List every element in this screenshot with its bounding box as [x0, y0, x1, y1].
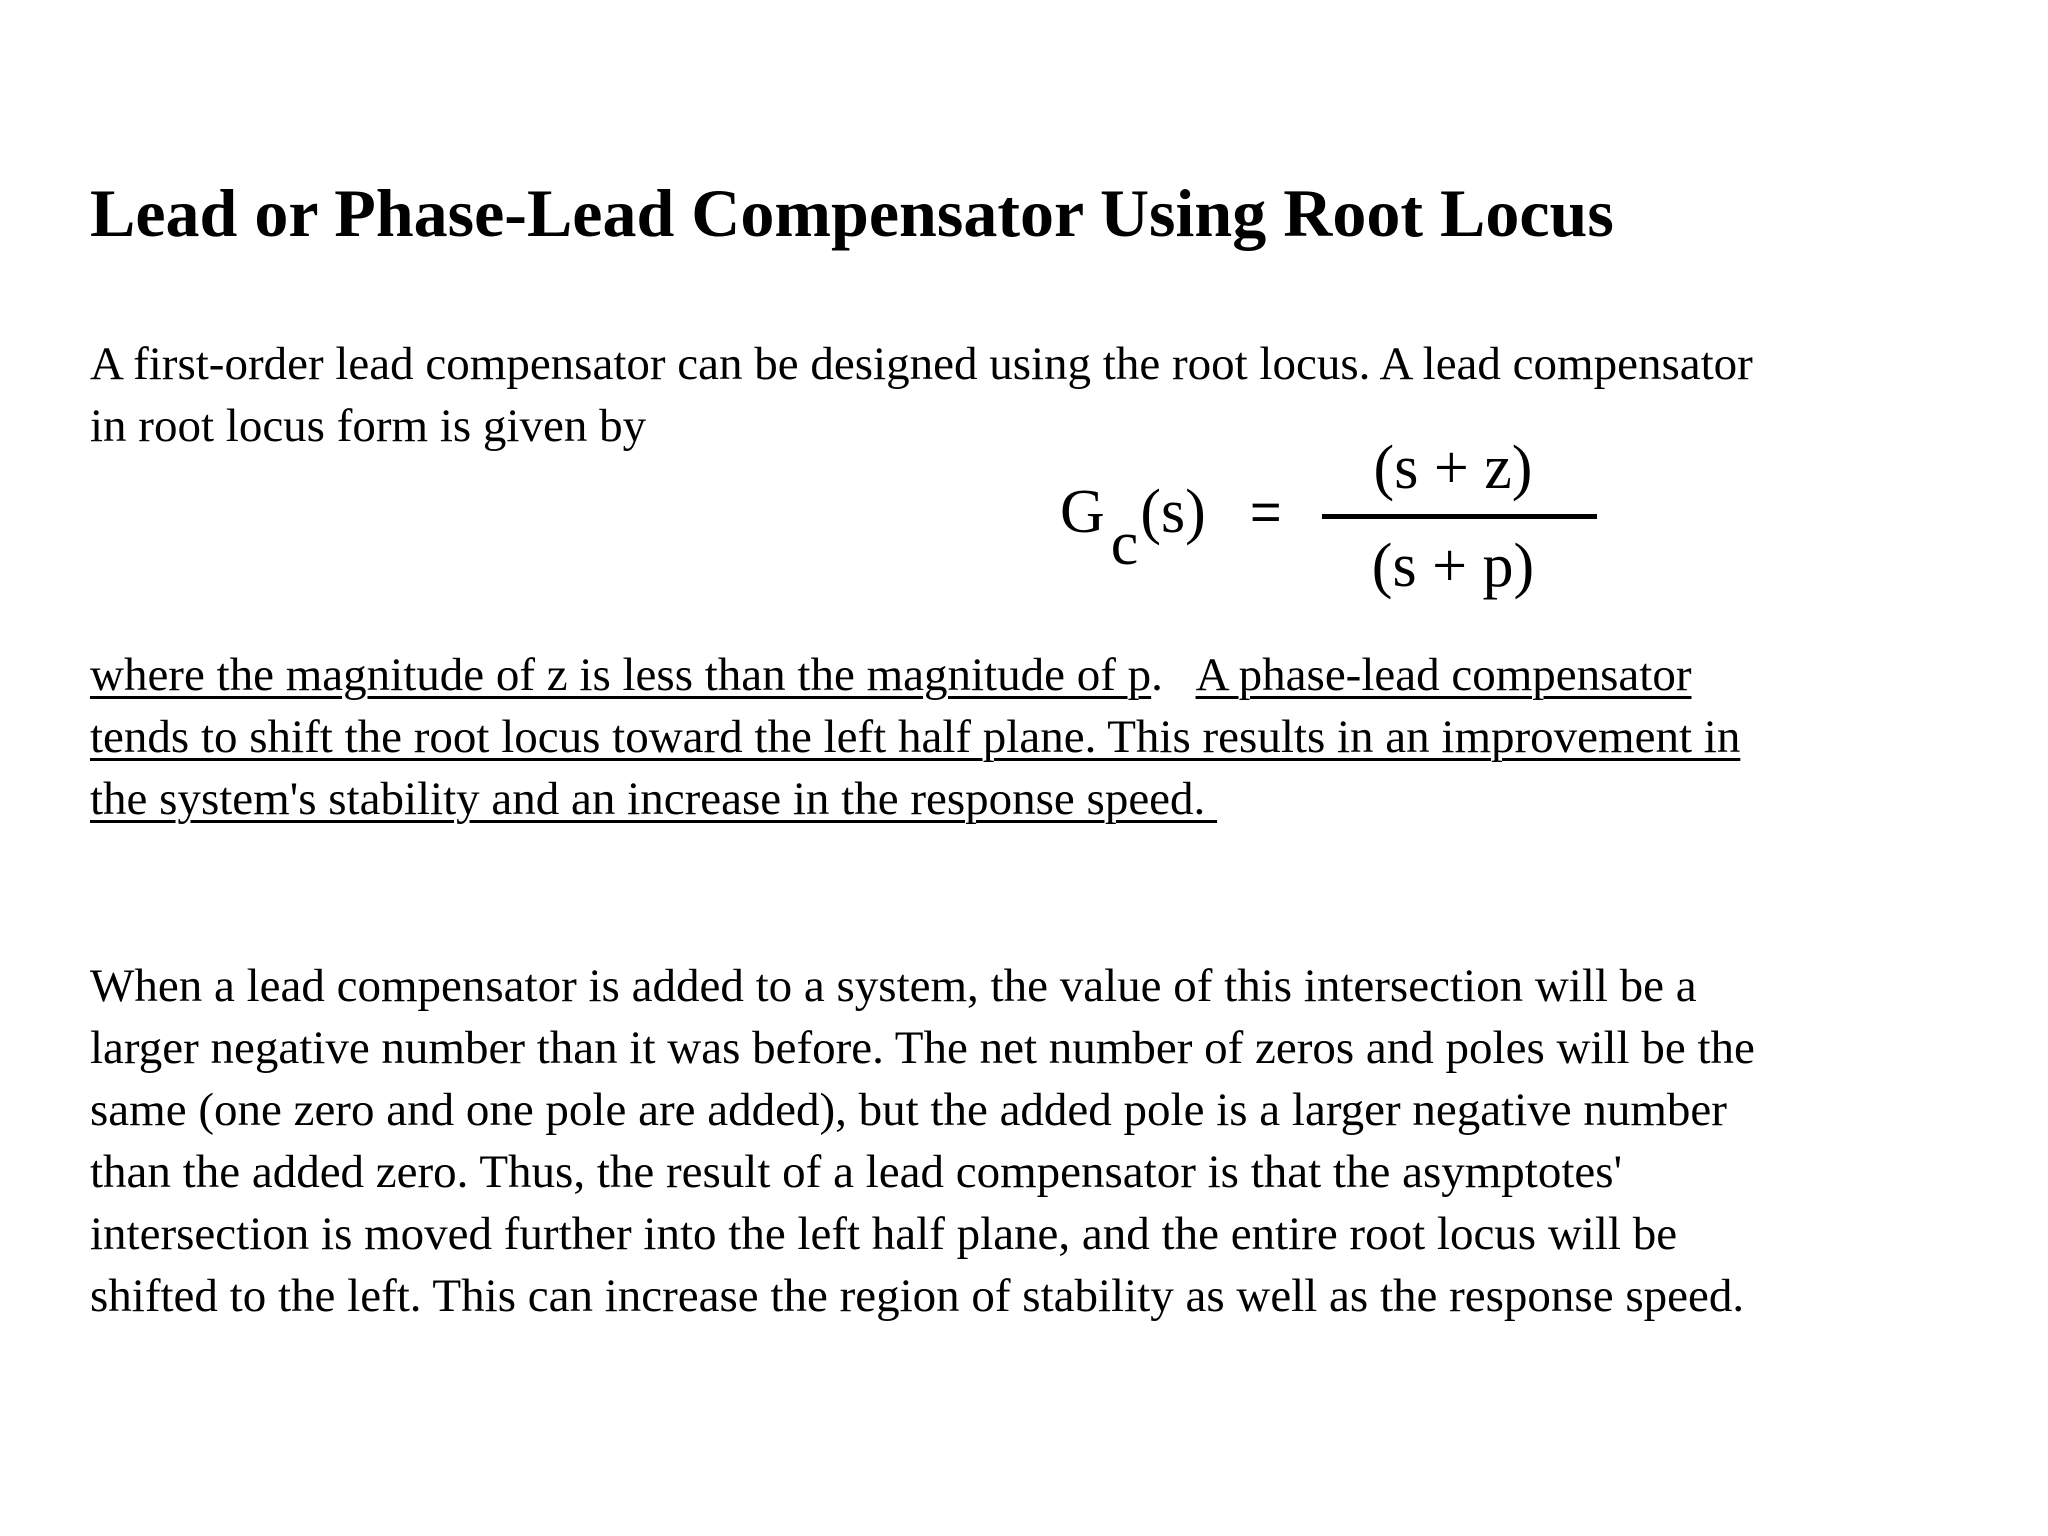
formula-symbol: G [1060, 478, 1105, 546]
intro-line-2: in root locus form is given by [90, 400, 647, 452]
condition-text-2: A phase-lead compensator [1195, 649, 1692, 701]
slide-title: Lead or Phase-Lead Compensator Using Root Locus [90, 175, 1614, 251]
fraction-bar [1322, 514, 1597, 519]
transfer-function-formula [1060, 430, 1560, 620]
explanation-line: than the added zero. Thus, the result of a lead compensator is that the asymptotes' [90, 1146, 1623, 1198]
formula-lhs [1060, 472, 1206, 578]
condition-line-2: tends to shift the root locus toward the left half plane. This results in an improvement in [90, 711, 1741, 763]
explanation-paragraph [90, 955, 1970, 1327]
condition-line-3: the system's stability and an increase in the response speed. [90, 773, 1218, 825]
explanation-line: same (one zero and one pole are added), but the added pole is a larger negative number [90, 1084, 1727, 1136]
condition-paragraph [90, 644, 1970, 830]
explanation-line: larger negative number than it was before. The net number of zeros and poles will be the [90, 1022, 1755, 1074]
formula-subscript: c [1110, 510, 1139, 578]
formula-numerator: (s + z) [1373, 434, 1533, 502]
condition-text-1: where the magnitude of z is less than the magnitude of p [90, 649, 1152, 701]
explanation-line: When a lead compensator is added to a system, the value of this intersection will be a [90, 960, 1697, 1012]
formula-argument: (s) [1140, 478, 1206, 546]
formula-denominator: (s + p) [1371, 532, 1535, 600]
condition-line-1 [90, 644, 1970, 706]
explanation-line: intersection is moved further into the left half plane, and the entire root locus will be [90, 1208, 1678, 1260]
intro-line-1: A first-order lead compensator can be designed using the root locus. A lead compensator [90, 338, 1753, 390]
intro-paragraph [90, 333, 1970, 457]
condition-period: . [1151, 649, 1163, 701]
explanation-line: shifted to the left. This can increase the region of stability as well as the response speed. [90, 1270, 1745, 1322]
formula-equals: = [1250, 482, 1282, 542]
